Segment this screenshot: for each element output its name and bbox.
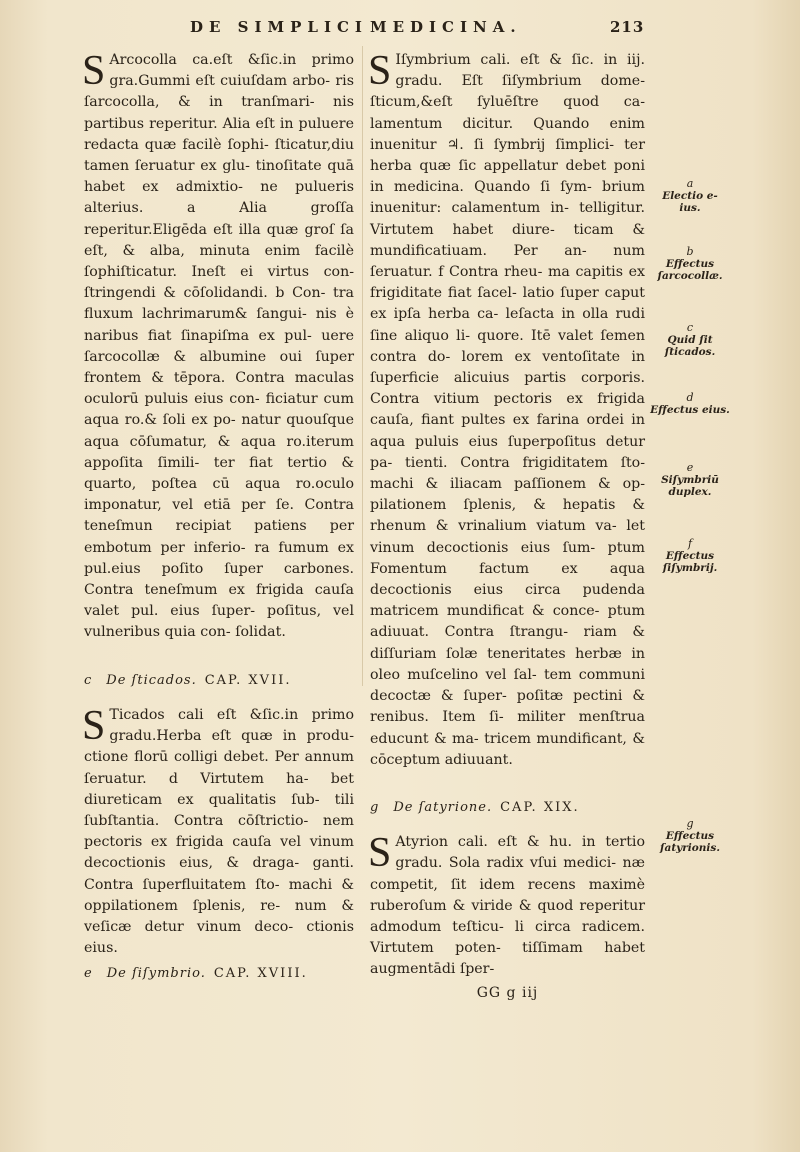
marginal-letter: b: [686, 245, 694, 258]
chapter-heading: [84, 963, 354, 984]
chapter-heading: [84, 670, 354, 691]
marginal-letter: f: [687, 537, 693, 550]
marginal-note: [650, 818, 730, 854]
marginal-text: Electio e- ius.: [662, 190, 718, 214]
header-left: DE SIMPLICI: [190, 18, 368, 36]
marginal-letter: c: [686, 321, 694, 334]
chapter-marker: e: [84, 966, 93, 982]
column-gutter: [362, 46, 363, 686]
drop-cap: S: [368, 830, 392, 877]
chapter-marker: g: [370, 799, 380, 815]
page-number: 213: [610, 18, 645, 36]
paragraph-text: Arcocolla ca.eſt &ſic.in primo gra.Gummi eſt cuiuſdam arbo- ris ſarcocolla, & in tranſmari- nis partibus reperitur. Alia eſt in puluere redacta quæ facilè ſophi- ſticatur,diu tamen ſeruatur ex glu- tinoſitate quā habet ex admixtio- ne pulueris alterius. a Alia groſſa reperitur.Eligēda eſt illa quæ groſ ſa eſt, & alba, minuta enim facilè ſophiſticatur. Ineſt ei virtus con- ſtringendi & cōſolidandi. b Con- tra fluxum lachrimarum& ſangui- nis è naribus fiat ſinapiſma ex pul- uere ſarcocollæ & albumine oui ſuper frontem & tēpora. Contra maculas oculorū puluis eius con- ficiatur cum aqua ro.& ſoli ex po- natur quouſque aqua cōſumatur, & aqua ro.iterum appoſita ſimili- ter fiat tertio & quarto, poſtea cū aqua ro.oculo imponatur, vel etiā per ſe. Contra teneſmun recipiat patiens per embotum per inferio- ra fumum ex pul.eius poſito ſuper carbones. Contra teneſmum ex frigida cauſa valet pul. eius ſuper- poſitus, vel vulneribus quia con- ſolidat.: [84, 52, 354, 641]
marginal-note: [650, 538, 730, 574]
chapter-number: CAP. XIX.: [500, 799, 580, 815]
marginal-letter: e: [686, 461, 694, 474]
marginal-note: [650, 462, 730, 498]
marginal-note: [650, 392, 730, 416]
marginal-text: Effectus eius.: [650, 404, 730, 416]
marginal-text: Effectus ſiſymbrij.: [662, 550, 718, 574]
chapter-title: De ſiſymbrio.: [106, 966, 206, 982]
chapter-heading: [370, 797, 645, 818]
paragraph-satyrion: [370, 832, 645, 980]
marginal-text: Effectus ſarcocollæ.: [657, 258, 723, 282]
left-column: [84, 50, 354, 999]
paragraph-sisymbrium: [370, 50, 645, 771]
paragraph-text: Iſymbrium cali. eſt & ſic. in iij. gradu. Eſt ſiſymbrium dome- ſticum,&eſt ſyluēſtre quod ca- lamentum dicitur. Quando enim inuenitur ♃. ſi ſymbrij ſimplici- ter herba quæ ſic appellatur debet poni in medicina. Quando ſi ſym- brium inuenitur: calamentum in- telligitur. Virtutem habet diure- ticam & mundificatiuam. Per an- num ſeruatur. f Contra rheu- ma capitis ex frigiditate fiat ſacel- latio ſuper caput ex ipſa herba ca- leſacta in olla rudi ſine aliquo li- quore. Itē valet ſemen contra do- lorem ex ventoſitate in ſuperficie alicuius partis corporis. Contra vitium pectoris ex frigida cauſa, fiant pultes ex farina ordei in aqua puluis eius ſuperpoſitus detur pa- tienti. Contra frigiditatem ſto- machi & iliacam paſſionem & op- pilationem ſplenis, & hepatis & rhenum & vrinalium viatum va- let vinum decoctionis eius ſum- ptum Fomentum factum ex aqua decoctionis eius circa pudenda matricem mundificat & conce- ptum adiuuat. Contra ſtrangu- riam & diſſuriam ſolæ teneritates herbæ in oleo muſcelino vel ſal- tem communi decoctæ & ſuper- poſitæ pectini & renibus. Item ſi- militer menſtrua educunt & ma- tricem mundificant, & cōceptum adiuuant.: [370, 52, 645, 768]
marginal-text: Quid ſit ſticados.: [664, 334, 716, 358]
marginal-text: Siſymbriū duplex.: [661, 474, 719, 498]
right-column: [370, 50, 645, 1004]
paragraph-text: Atyrion cali. eſt & hu. in tertio gradu. Sola radix vſui medici- næ competit, ſit idem recens maximè ruberoſum & viride & quod reperitur admodum teſticu- li circa radicem. Virtutem poten- tiſſimam habet augmentādi ſper-: [370, 834, 645, 978]
paragraph-text: Ticados cali eſt &ſic.in primo gradu.Herba eſt quæ in produ- ctione florū colligi debet. Per annum ſeruatur. d Virtutem ha- bet diureticam ex qualitatis ſub- tili ſubſtantia. Contra cōſtrictio- nem pectoris ex frigida cauſa vel vinum decoctionis eius, & draga- ganti. Contra ſuperfluitatem ſto- machi & oppilationem ſplenis, re- num & veſicæ detur vinum deco- ctionis eius.: [84, 706, 354, 957]
marginal-text: Effectus ſatyrionis.: [660, 830, 720, 854]
marginal-note: [650, 246, 730, 282]
paragraph-sticados: [82, 702, 354, 959]
signature-mark: GG g iij: [476, 984, 539, 1001]
paragraph-sarcocolla: [84, 50, 354, 644]
marginal-note: [650, 322, 730, 358]
chapter-marker: c: [84, 672, 93, 688]
chapter-number: CAP. XVII.: [204, 672, 292, 688]
marginal-letter: g: [686, 817, 694, 830]
running-header: [190, 18, 645, 42]
drop-cap: S: [368, 48, 392, 94]
drop-cap: S: [82, 702, 106, 749]
chapter-title: De ſticados.: [106, 672, 197, 688]
chapter-number: CAP. XVIII.: [213, 966, 308, 982]
marginal-letter: a: [686, 177, 694, 190]
marginal-letter: d: [686, 391, 694, 404]
drop-cap: S: [82, 48, 106, 94]
header-right: MEDICINA.: [370, 18, 522, 36]
chapter-title: De ſatyrione.: [393, 799, 493, 815]
marginal-note: [650, 178, 730, 214]
